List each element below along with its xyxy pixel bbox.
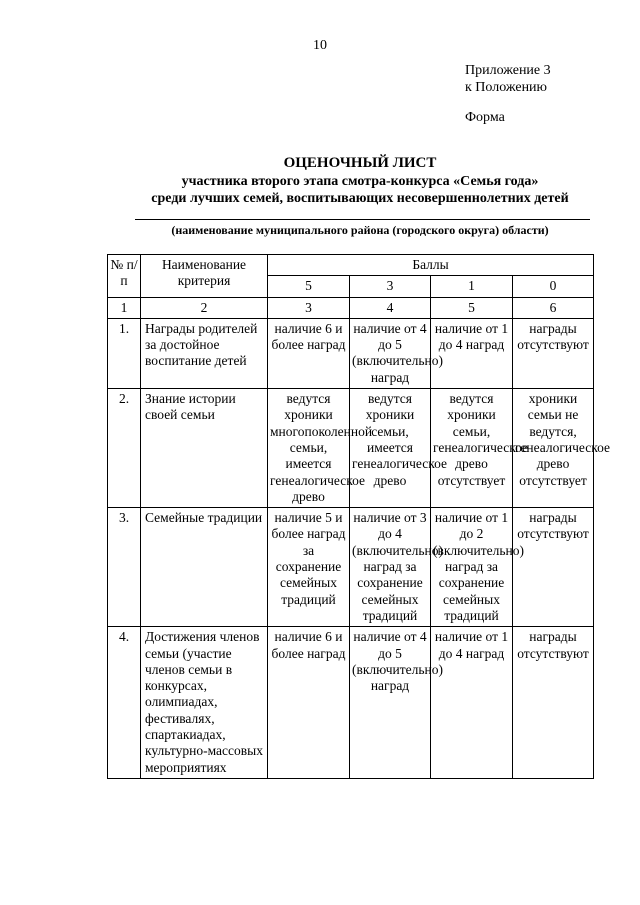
score-cell-0: награды отсутствуют <box>513 627 594 779</box>
column-number: 6 <box>513 297 594 318</box>
row-number: 2. <box>108 389 141 508</box>
score-cell-3: наличие от 3 до 4 (включительно) наград за сохранение семейных традиций <box>350 508 431 627</box>
score-cell-0: награды отсутствуют <box>513 508 594 627</box>
score-cell-5: наличие 6 и более наград <box>268 318 350 388</box>
appendix-note <box>465 62 551 96</box>
score-cell-3: ведутся хроники семьи, имеется генеалогическое древо <box>350 389 431 508</box>
table-row <box>108 508 594 627</box>
appendix-line-2: к Положению <box>465 80 548 95</box>
score-cell-3: наличие от 4 до 5 (включительно) наград <box>350 627 431 779</box>
title-main: ОЦЕНОЧНЫЙ ЛИСТ <box>283 155 437 171</box>
table-row <box>108 389 594 508</box>
score-value: 0 <box>513 276 594 297</box>
table-header-row <box>108 255 594 276</box>
criterion-name: Награды родителей за достойное воспитание детей <box>141 318 268 388</box>
column-number: 2 <box>141 297 268 318</box>
header-criterion: Наименование критерия <box>141 255 268 298</box>
column-number: 3 <box>268 297 350 318</box>
row-number: 1. <box>108 318 141 388</box>
form-label: Форма <box>465 110 505 125</box>
header-num: № п/п <box>108 255 141 298</box>
evaluation-table <box>107 254 610 779</box>
table-row <box>108 318 594 388</box>
header-points: Баллы <box>268 255 594 276</box>
score-cell-5: наличие 6 и более наград <box>268 627 350 779</box>
score-cell-5: ведутся хроники многопоколенной семьи, имеется генеалогическое древо <box>268 389 350 508</box>
score-cell-1: наличие от 1 до 4 наград <box>431 627 513 779</box>
row-number: 3. <box>108 508 141 627</box>
row-number: 4. <box>108 627 141 779</box>
score-cell-3: наличие от 4 до 5 (включительно) наград <box>350 318 431 388</box>
criterion-name: Семейные традиции <box>141 508 268 627</box>
table-row <box>108 627 594 779</box>
appendix-line-1: Приложение 3 <box>465 63 551 78</box>
score-cell-5: наличие 5 и более наград за сохранение семейных традиций <box>268 508 350 627</box>
column-number: 5 <box>431 297 513 318</box>
criterion-name: Достижения членов семьи (участие членов семьи в конкурсах, олимпиадах, фестивалях, спартакиадах, культурно-массовых мероприятиях <box>141 627 268 779</box>
score-cell-1: ведутся хроники семьи, генеалогическое древо отсутствует <box>431 389 513 508</box>
score-value: 3 <box>350 276 431 297</box>
column-number: 1 <box>108 297 141 318</box>
score-cell-0: хроники семьи не ведутся, генеалогическое древо отсутствует <box>513 389 594 508</box>
page-number: 10 <box>313 38 327 53</box>
score-cell-1: наличие от 1 до 2 (включительно) наград за сохранение семейных традиций <box>431 508 513 627</box>
fill-in-line <box>135 219 590 220</box>
title-line-2: участника второго этапа смотра-конкурса «Семья года» <box>181 174 539 189</box>
score-value: 5 <box>268 276 350 297</box>
title-line-3: среди лучших семей, воспитывающих несовершеннолетних детей <box>151 191 569 206</box>
criterion-name: Знание истории своей семьи <box>141 389 268 508</box>
column-number: 4 <box>350 297 431 318</box>
column-numbers-row <box>108 297 594 318</box>
score-cell-1: наличие от 1 до 4 наград <box>431 318 513 388</box>
score-value: 1 <box>431 276 513 297</box>
document-title <box>100 154 620 207</box>
fill-in-caption: (наименование муниципального района (городского округа) области) <box>171 223 549 237</box>
score-cell-0: награды отсутствуют <box>513 318 594 388</box>
